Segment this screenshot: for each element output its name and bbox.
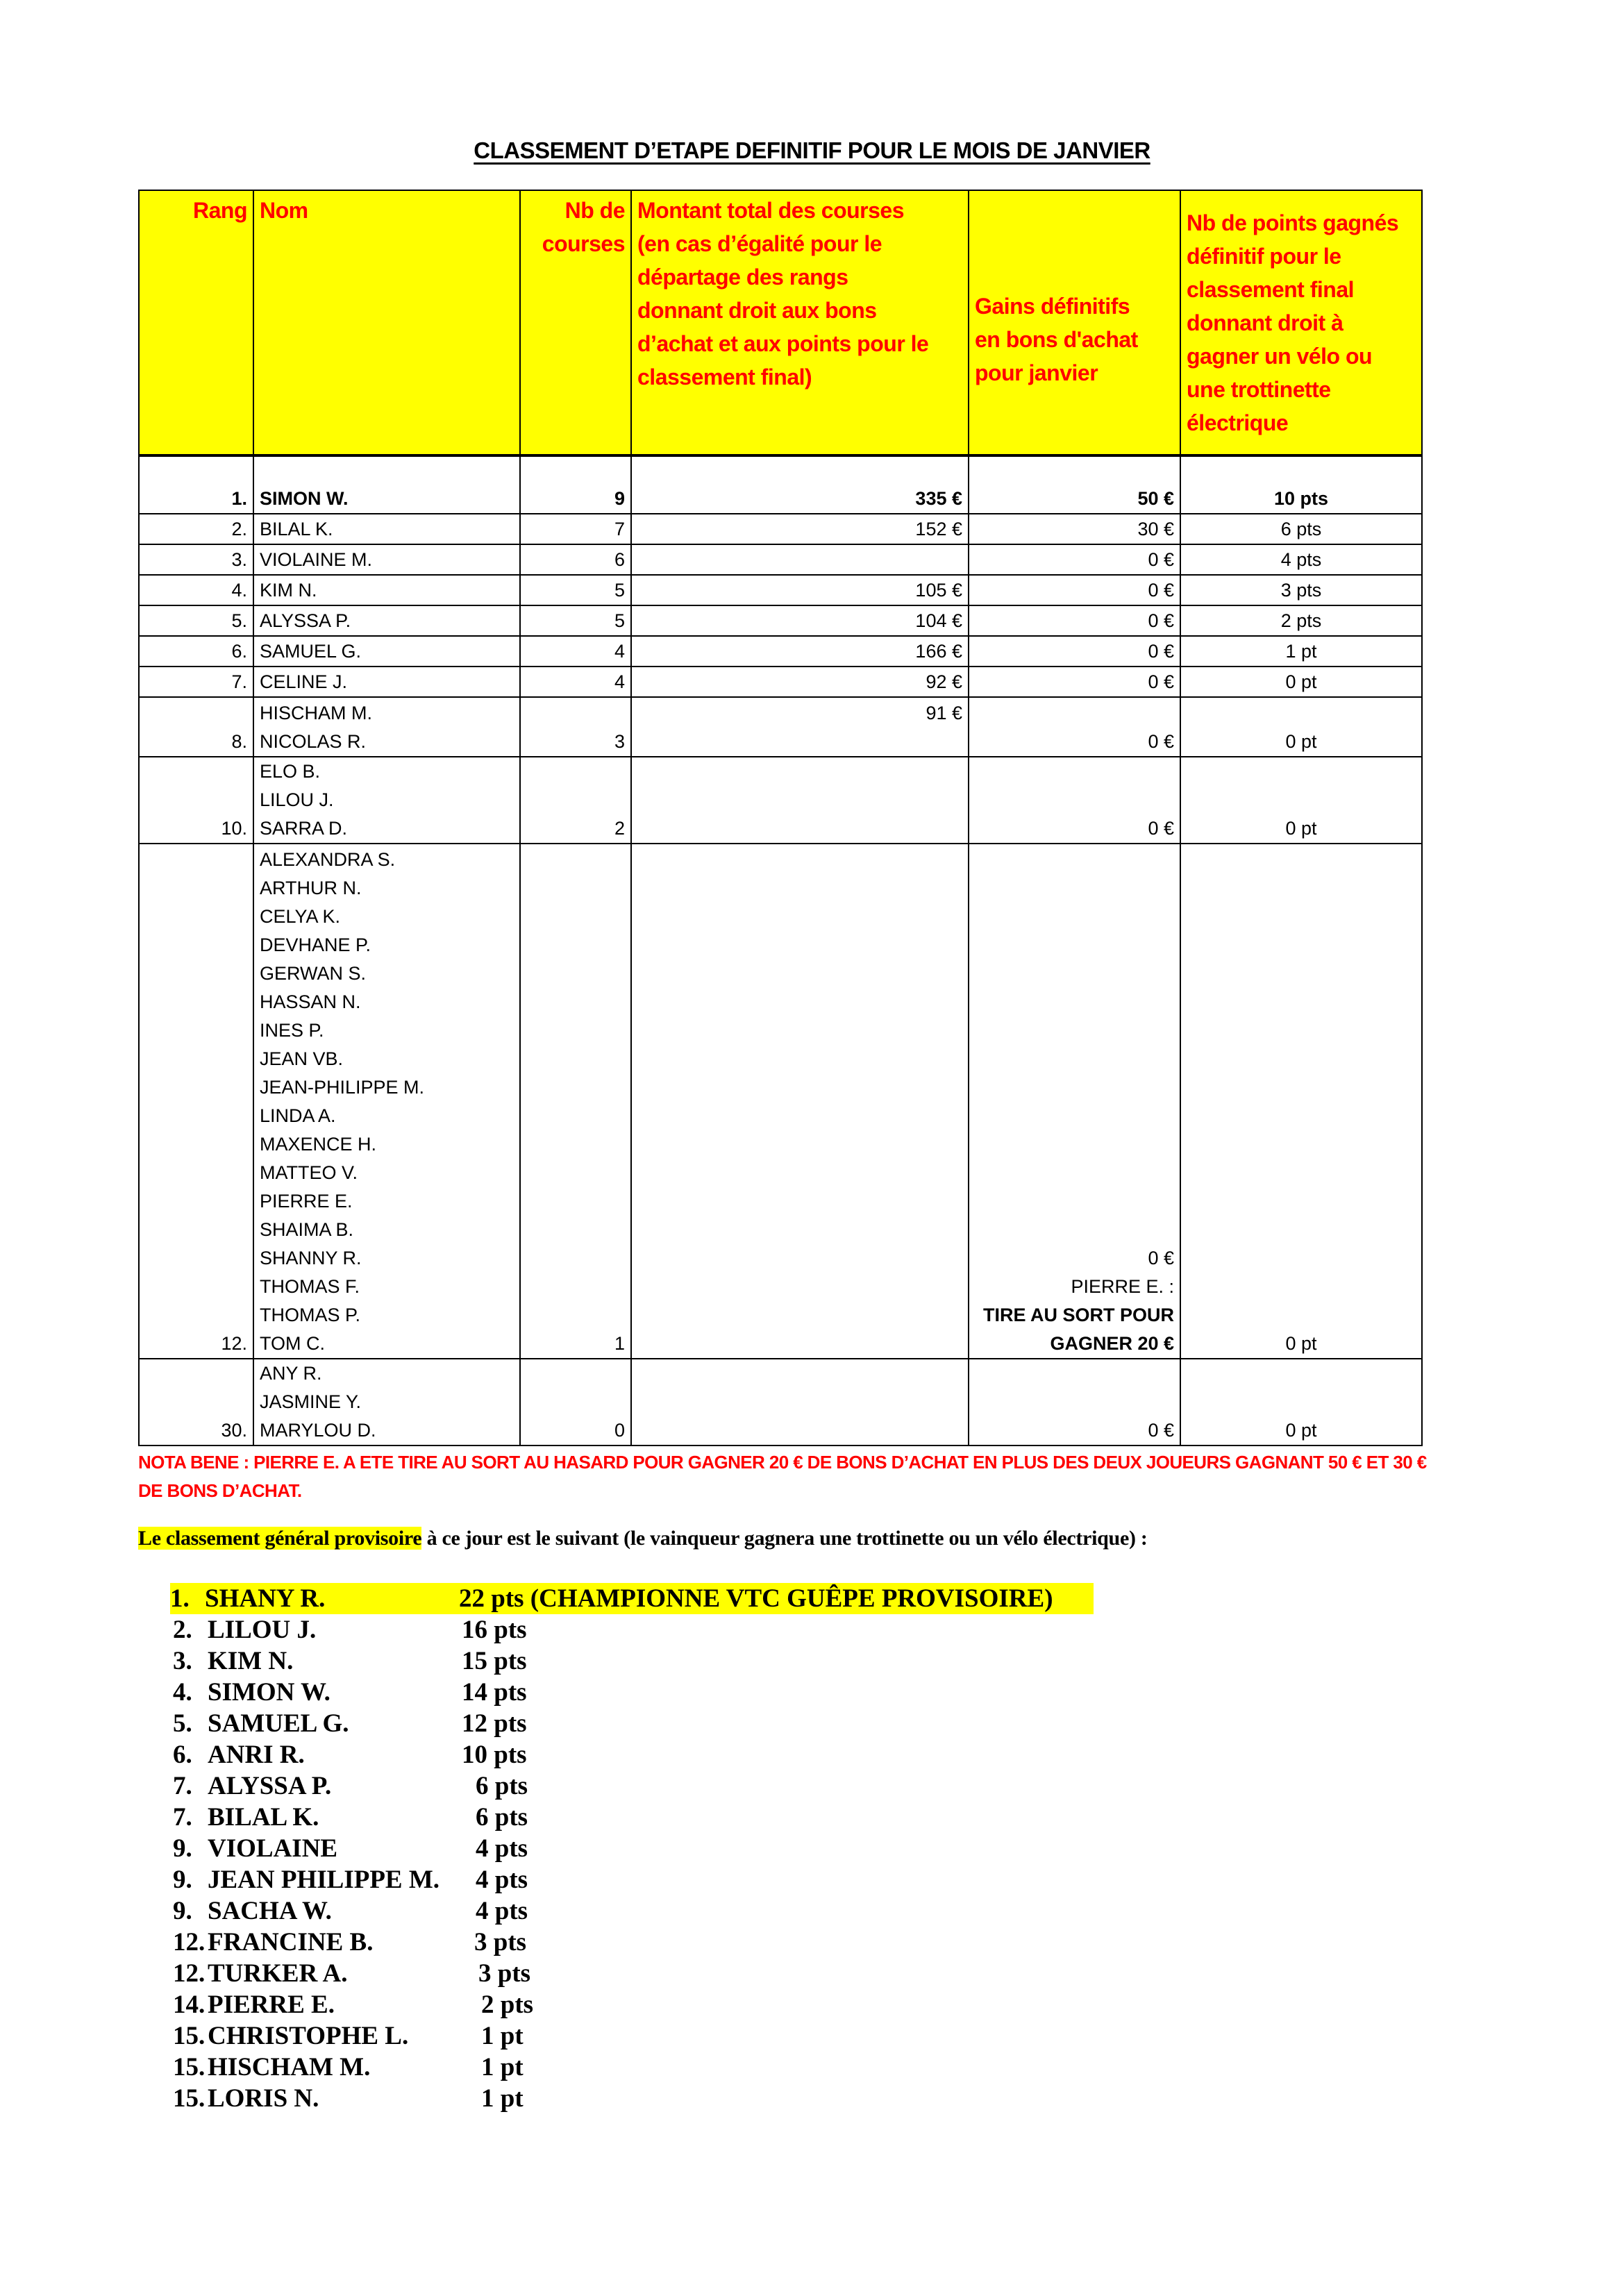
cell-nb-courses: 4 bbox=[520, 636, 631, 667]
cell-montant bbox=[631, 844, 969, 1359]
draw-note: GAGNER 20 € bbox=[1050, 1333, 1174, 1354]
cell-points: 4 pts bbox=[1180, 544, 1422, 575]
cell-points: 0 pt bbox=[1180, 1359, 1422, 1446]
cell-nb-courses: 1 bbox=[520, 844, 631, 1359]
cell-rang: 8. bbox=[139, 697, 253, 757]
header-gains: Gains définitifs en bons d'achat pour janvier bbox=[969, 190, 1180, 455]
cell-rang: 12. bbox=[139, 844, 253, 1359]
header-montant: Montant total des courses (en cas d’égalité pour le départage des rangs donnant droit aux bons d’achat et aux points pour le classement final) bbox=[631, 190, 969, 455]
ranking-item: 12. TURKER A. 3 pts bbox=[173, 1959, 531, 1988]
cell-nom: ALYSSA P. bbox=[253, 605, 520, 636]
table-row bbox=[139, 575, 1422, 605]
header-nom: Nom bbox=[253, 190, 520, 455]
cell-points: 6 pts bbox=[1180, 514, 1422, 544]
cell-rang: 6. bbox=[139, 636, 253, 667]
cell-points: 0 pt bbox=[1180, 844, 1422, 1359]
ranking-item: 7. ALYSSA P. 6 pts bbox=[173, 1772, 528, 1800]
cell-nom: CELINE J. bbox=[253, 667, 520, 697]
general-ranking-list bbox=[170, 1583, 1094, 2114]
draw-note: TIRE AU SORT POUR bbox=[982, 1305, 1174, 1325]
draw-note: PIERRE E. : bbox=[1071, 1276, 1174, 1297]
ranking-item: 15. HISCHAM M. 1 pt bbox=[173, 2053, 524, 2081]
cell-nom: BILAL K. bbox=[253, 514, 520, 544]
table-row bbox=[139, 514, 1422, 544]
cell-nom: VIOLAINE M. bbox=[253, 544, 520, 575]
header-nb-courses: Nb de courses bbox=[520, 190, 631, 455]
cell-nb-courses: 6 bbox=[520, 544, 631, 575]
table-row bbox=[139, 844, 1422, 1359]
cell-nb-courses: 5 bbox=[520, 575, 631, 605]
stage-ranking-table bbox=[138, 190, 1423, 1446]
cell-gains: 0 € bbox=[969, 697, 1180, 757]
ranking-item: 3. KIM N. 15 pts bbox=[173, 1647, 527, 1675]
cell-gains: 0 € bbox=[969, 757, 1180, 844]
table-row bbox=[139, 667, 1422, 697]
ranking-item: 2. LILOU J. 16 pts bbox=[173, 1616, 527, 1644]
cell-rang: 7. bbox=[139, 667, 253, 697]
cell-rang: 2. bbox=[139, 514, 253, 544]
nota-bene: NOTA BENE : PIERRE E. A ETE TIRE AU SORT AU HASARD POUR GAGNER 20 € DE BONS D’ACHAT EN PLUS DES DEUX JOUEURS GAGNANT 50 € ET 30 € DE BONS D’ACHAT. bbox=[138, 1452, 1427, 1501]
cell-montant bbox=[631, 1359, 969, 1446]
table-row bbox=[139, 1359, 1422, 1446]
intro-highlight: Le classement général provisoire bbox=[138, 1527, 422, 1550]
cell-rang: 5. bbox=[139, 605, 253, 636]
general-ranking-intro bbox=[138, 1525, 1148, 1552]
cell-montant: 92 € bbox=[631, 667, 969, 697]
table-row bbox=[139, 605, 1422, 636]
cell-gains: 0 € bbox=[969, 636, 1180, 667]
cell-points: 3 pts bbox=[1180, 575, 1422, 605]
ranking-item: 5. SAMUEL G. 12 pts bbox=[173, 1709, 527, 1738]
cell-montant: 105 € bbox=[631, 575, 969, 605]
ranking-item: 15. CHRISTOPHE L. 1 pt bbox=[173, 2022, 524, 2050]
ranking-item: 6. ANRI R. 10 pts bbox=[173, 1741, 527, 1769]
table-row bbox=[139, 757, 1422, 844]
cell-montant: 104 € bbox=[631, 605, 969, 636]
ranking-item-leader: 1. SHANY R. 22 pts (CHAMPIONNE VTC GUÊPE PROVISOIRE) bbox=[170, 1583, 1094, 1614]
cell-nom: HISCHAM M. NICOLAS R. bbox=[253, 697, 520, 757]
cell-nom: KIM N. bbox=[253, 575, 520, 605]
cell-rang: 1. bbox=[139, 455, 253, 514]
cell-points: 10 pts bbox=[1180, 455, 1422, 514]
cell-nb-courses: 3 bbox=[520, 697, 631, 757]
ranking-item: 9. VIOLAINE 4 pts bbox=[173, 1834, 528, 1863]
cell-nb-courses: 9 bbox=[520, 455, 631, 514]
cell-montant: 335 € bbox=[631, 455, 969, 514]
header-points: Nb de points gagnés définitif pour le classement final donnant droit à gagner un vélo ou une trottinette électrique bbox=[1180, 190, 1422, 455]
cell-points: 2 pts bbox=[1180, 605, 1422, 636]
cell-nom: SAMUEL G. bbox=[253, 636, 520, 667]
table-row bbox=[139, 544, 1422, 575]
ranking-item: 4. SIMON W. 14 pts bbox=[173, 1678, 527, 1707]
cell-nom: ELO B. LILOU J. SARRA D. bbox=[253, 757, 520, 844]
cell-gains: 0 € bbox=[969, 544, 1180, 575]
table-row bbox=[139, 455, 1422, 514]
cell-nom: ALEXANDRA S. ARTHUR N. CELYA K. DEVHANE P. GERWAN S. HASSAN N. INES P. JEAN VB. JEAN-PHILIPPE M. LINDA A. MAXENCE H. MATTEO V. PIERRE E. SHAIMA B. SHANNY R. THOMAS F. THOMAS P. TOM C. bbox=[253, 844, 520, 1359]
cell-points: 0 pt bbox=[1180, 667, 1422, 697]
header-rang: Rang bbox=[139, 190, 253, 455]
cell-rang: 30. bbox=[139, 1359, 253, 1446]
table-header-row bbox=[139, 190, 1422, 455]
page-title: CLASSEMENT D’ETAPE DEFINITIF POUR LE MOIS DE JANVIER bbox=[474, 137, 1150, 163]
ranking-item: 9. SACHA W. 4 pts bbox=[173, 1897, 528, 1925]
cell-gains: 30 € bbox=[969, 514, 1180, 544]
cell-points: 0 pt bbox=[1180, 757, 1422, 844]
ranking-item: 9. JEAN PHILIPPE M. 4 pts bbox=[173, 1866, 528, 1894]
cell-gains: 0 € bbox=[969, 1359, 1180, 1446]
intro-text: à ce jour est le suivant (le vainqueur gagnera une trottinette ou un vélo électrique) : bbox=[421, 1527, 1148, 1550]
cell-nb-courses: 5 bbox=[520, 605, 631, 636]
cell-gains: 0 € PIERRE E. : TIRE AU SORT POUR GAGNER 20 € bbox=[969, 844, 1180, 1359]
ranking-item: 12. FRANCINE B. 3 pts bbox=[173, 1928, 527, 1956]
cell-nom: SIMON W. bbox=[253, 455, 520, 514]
cell-gains: 0 € bbox=[969, 605, 1180, 636]
cell-nb-courses: 0 bbox=[520, 1359, 631, 1446]
cell-nom: ANY R. JASMINE Y. MARYLOU D. bbox=[253, 1359, 520, 1446]
table-row bbox=[139, 636, 1422, 667]
cell-montant bbox=[631, 757, 969, 844]
cell-nb-courses: 7 bbox=[520, 514, 631, 544]
cell-montant: 166 € bbox=[631, 636, 969, 667]
cell-rang: 3. bbox=[139, 544, 253, 575]
cell-rang: 4. bbox=[139, 575, 253, 605]
ranking-item: 15. LORIS N. 1 pt bbox=[173, 2084, 524, 2113]
cell-montant bbox=[631, 544, 969, 575]
cell-montant: 152 € bbox=[631, 514, 969, 544]
ranking-item: 14. PIERRE E. 2 pts bbox=[173, 1991, 534, 2019]
cell-gains: 0 € bbox=[969, 667, 1180, 697]
ranking-item: 7. BILAL K. 6 pts bbox=[173, 1803, 528, 1832]
cell-gains: 0 € bbox=[969, 575, 1180, 605]
cell-rang: 10. bbox=[139, 757, 253, 844]
cell-nb-courses: 4 bbox=[520, 667, 631, 697]
cell-nb-courses: 2 bbox=[520, 757, 631, 844]
table-row bbox=[139, 697, 1422, 757]
cell-montant: 91 € bbox=[631, 697, 969, 757]
cell-points: 1 pt bbox=[1180, 636, 1422, 667]
cell-gains: 50 € bbox=[969, 455, 1180, 514]
cell-points: 0 pt bbox=[1180, 697, 1422, 757]
